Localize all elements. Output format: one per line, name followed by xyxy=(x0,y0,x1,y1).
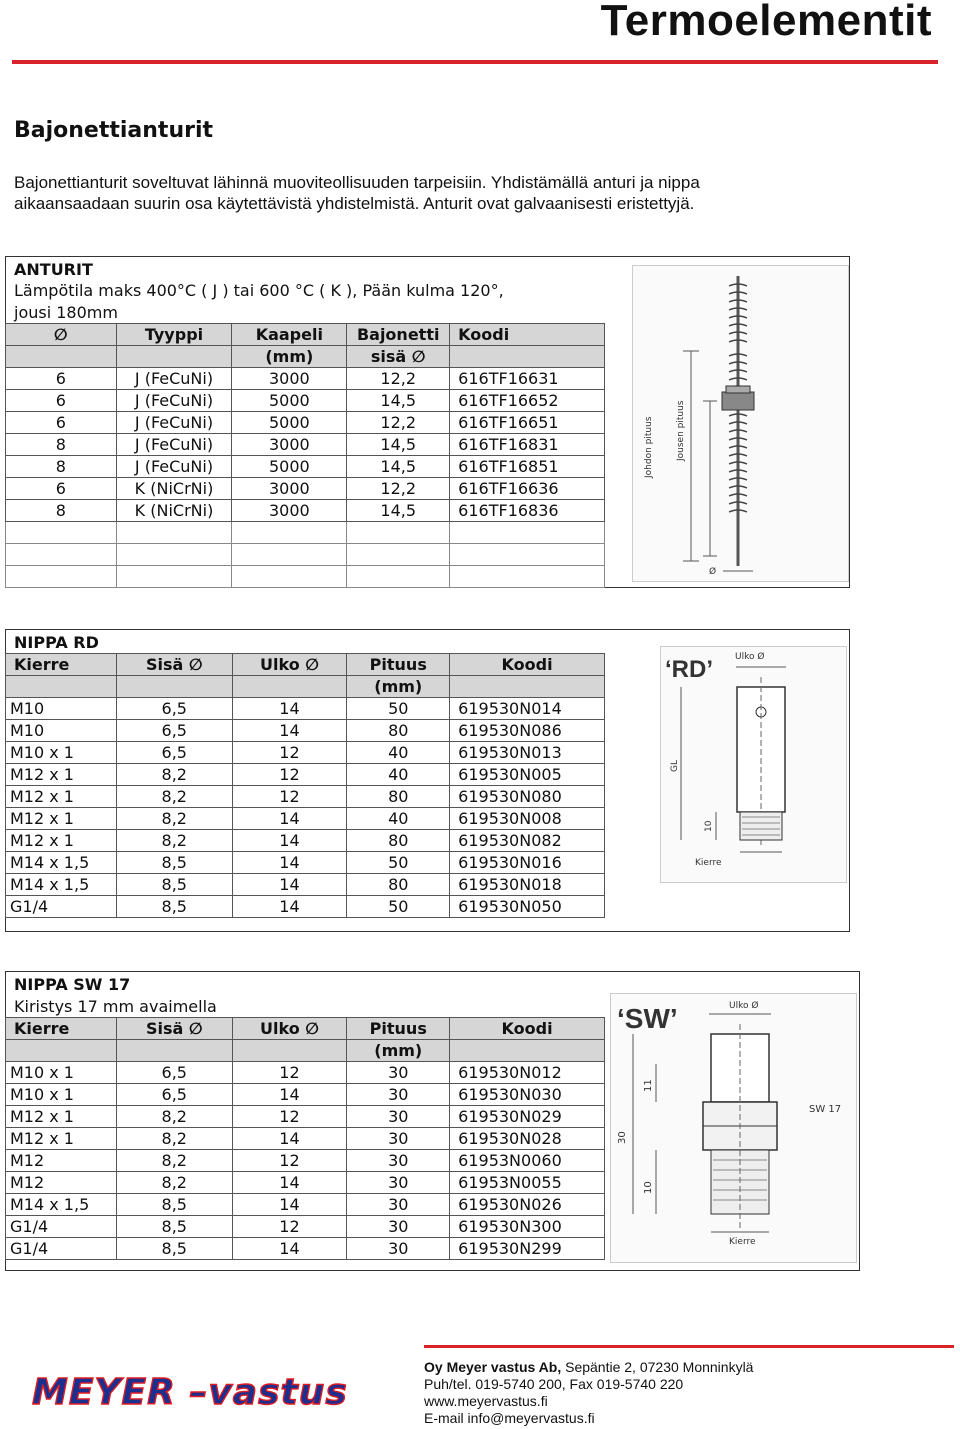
table-cell: 5000 xyxy=(232,390,347,412)
nippa-sw-title: NIPPA SW 17 xyxy=(14,975,131,994)
table-cell: 619530N086 xyxy=(450,720,605,742)
table-cell: 8,2 xyxy=(116,786,232,808)
table-cell: 3000 xyxy=(232,478,347,500)
table-cell: 616TF16652 xyxy=(450,390,605,412)
label-johdon-pituus: Johdon pituus xyxy=(644,416,654,478)
table-cell: 12 xyxy=(232,1062,347,1084)
table-row xyxy=(6,456,605,478)
anturit-header-row xyxy=(6,324,605,346)
table-row xyxy=(6,786,605,808)
table-cell: 61953N0060 xyxy=(450,1150,605,1172)
table-cell: 8,2 xyxy=(116,1106,232,1128)
table-cell: 12 xyxy=(232,1106,347,1128)
table-cell: 6,5 xyxy=(116,698,232,720)
col-header2-0 xyxy=(6,676,117,698)
table-cell: 6,5 xyxy=(116,1084,232,1106)
col-header-tyyppi: Tyyppi xyxy=(116,324,232,346)
col-header2-2 xyxy=(232,676,347,698)
nippa-sw-table xyxy=(5,1017,605,1260)
col-header2-3: (mm) xyxy=(347,676,450,698)
table-cell: J (FeCuNi) xyxy=(116,412,232,434)
table-cell: 619530N028 xyxy=(450,1128,605,1150)
nippa-rd-drawing-svg xyxy=(661,647,846,882)
table-cell: 40 xyxy=(347,764,450,786)
col-header-kaapeli: Kaapeli xyxy=(232,324,347,346)
nippa-sw-header-row xyxy=(6,1018,605,1040)
table-cell: 14 xyxy=(232,1128,347,1150)
table-cell: 50 xyxy=(347,896,450,918)
table-cell: 8,5 xyxy=(116,852,232,874)
table-row xyxy=(6,808,605,830)
table-row xyxy=(6,1106,605,1128)
col-header2-2: (mm) xyxy=(232,346,347,368)
table-cell: 14 xyxy=(232,874,347,896)
table-cell: M12 xyxy=(6,1172,117,1194)
table-row xyxy=(6,852,605,874)
table-cell: M12 x 1 xyxy=(6,808,117,830)
table-cell: 30 xyxy=(347,1150,450,1172)
col-header2-1 xyxy=(116,346,232,368)
table-cell: 8,2 xyxy=(116,764,232,786)
table-row-blank xyxy=(6,544,605,566)
anturit-header-row-2 xyxy=(6,346,605,368)
label-rd-kierre: Kierre xyxy=(695,858,722,868)
table-cell: G1/4 xyxy=(6,1216,117,1238)
table-cell: 616TF16831 xyxy=(450,434,605,456)
table-cell: M14 x 1,5 xyxy=(6,1194,117,1216)
table-cell: 619530N300 xyxy=(450,1216,605,1238)
col-header-koodi: Koodi xyxy=(450,1018,605,1040)
label-diameter: Ø xyxy=(709,567,717,577)
table-cell: 30 xyxy=(347,1128,450,1150)
table-cell: M14 x 1,5 xyxy=(6,874,117,896)
col-header2-1 xyxy=(116,1040,232,1062)
table-cell: 6,5 xyxy=(116,1062,232,1084)
table-cell: 3000 xyxy=(232,368,347,390)
table-cell: 619530N029 xyxy=(450,1106,605,1128)
table-row xyxy=(6,478,605,500)
table-cell: 8,5 xyxy=(116,1238,232,1260)
table-cell: 8,5 xyxy=(116,874,232,896)
nippa-rd-title: NIPPA RD xyxy=(14,633,99,652)
anturi-drawing-svg xyxy=(633,266,848,581)
anturit-desc-2: jousi 180mm xyxy=(14,303,118,322)
col-header2-3: (mm) xyxy=(347,1040,450,1062)
table-cell: 14,5 xyxy=(347,390,450,412)
table-cell: 12,2 xyxy=(347,478,450,500)
table-cell: 616TF16636 xyxy=(450,478,605,500)
table-cell: 12 xyxy=(232,764,347,786)
col-header2-4 xyxy=(450,676,605,698)
table-cell: 12 xyxy=(232,742,347,764)
col-header-koodi: Koodi xyxy=(450,654,605,676)
col-header-sisa: Sisä ∅ xyxy=(116,654,232,676)
col-header2-2 xyxy=(232,1040,347,1062)
col-header2-1 xyxy=(116,676,232,698)
table-cell: 3000 xyxy=(232,434,347,456)
table-cell: 6,5 xyxy=(116,742,232,764)
table-cell: 50 xyxy=(347,852,450,874)
header-rule xyxy=(12,60,938,64)
table-cell: 616TF16631 xyxy=(450,368,605,390)
col-header2-3: sisä ∅ xyxy=(347,346,450,368)
col-header-pituus: Pituus xyxy=(347,1018,450,1040)
table-cell: 619530N013 xyxy=(450,742,605,764)
table-cell: 14 xyxy=(232,808,347,830)
col-header-sisa: Sisä ∅ xyxy=(116,1018,232,1040)
table-cell: J (FeCuNi) xyxy=(116,390,232,412)
table-cell: 5000 xyxy=(232,412,347,434)
table-cell: 8,2 xyxy=(116,1128,232,1150)
table-cell: J (FeCuNi) xyxy=(116,434,232,456)
intro-line-1: Bajonettianturit soveltuvat lähinnä muoviteollisuuden tarpeisiin. Yhdistämällä anturi ja nippa xyxy=(14,173,700,192)
table-row xyxy=(6,390,605,412)
col-header2-0 xyxy=(6,346,117,368)
table-cell: 6 xyxy=(6,368,117,390)
table-cell: 80 xyxy=(347,720,450,742)
table-row xyxy=(6,1172,605,1194)
table-cell: M12 x 1 xyxy=(6,786,117,808)
table-cell: 619530N018 xyxy=(450,874,605,896)
footer-web[interactable]: www.meyervastus.fi xyxy=(424,1393,548,1409)
section-heading: Bajonettianturit xyxy=(14,118,214,143)
table-cell: 14 xyxy=(232,852,347,874)
table-cell: 30 xyxy=(347,1062,450,1084)
table-cell: 14 xyxy=(232,830,347,852)
table-cell: 619530N082 xyxy=(450,830,605,852)
footer-email[interactable]: E-mail info@meyervastus.fi xyxy=(424,1410,595,1426)
label-sw-ulko: Ulko Ø xyxy=(729,1001,759,1011)
table-row xyxy=(6,368,605,390)
table-cell: 6,5 xyxy=(116,720,232,742)
table-cell: M10 xyxy=(6,698,117,720)
table-cell: 8,5 xyxy=(116,896,232,918)
col-header2-4 xyxy=(450,1040,605,1062)
table-cell: 14,5 xyxy=(347,456,450,478)
table-cell: 8,2 xyxy=(116,830,232,852)
document-title: Termoelementit xyxy=(600,0,932,45)
logo-text: MEYER –vastus xyxy=(32,1372,348,1412)
table-cell: 30 xyxy=(347,1194,450,1216)
table-row xyxy=(6,1238,605,1260)
nippa-rd-table xyxy=(5,653,605,918)
table-cell: 12,2 xyxy=(347,368,450,390)
anturit-title: ANTURIT xyxy=(14,260,93,279)
nippa-rd-drawing xyxy=(660,646,847,883)
table-row xyxy=(6,412,605,434)
table-cell: 619530N026 xyxy=(450,1194,605,1216)
table-cell: 619530N080 xyxy=(450,786,605,808)
table-cell: 14,5 xyxy=(347,500,450,522)
table-cell: 14,5 xyxy=(347,434,450,456)
table-cell: 14 xyxy=(232,896,347,918)
table-cell: 6 xyxy=(6,412,117,434)
table-row-blank xyxy=(6,522,605,544)
table-cell: J (FeCuNi) xyxy=(116,456,232,478)
table-row xyxy=(6,764,605,786)
table-row xyxy=(6,896,605,918)
label-rd-ulko: Ulko Ø xyxy=(735,652,765,662)
col-header-koodi: Koodi xyxy=(450,324,605,346)
company-logo xyxy=(30,1368,400,1416)
table-row xyxy=(6,830,605,852)
table-cell: M12 x 1 xyxy=(6,1106,117,1128)
table-row xyxy=(6,1128,605,1150)
table-row xyxy=(6,1062,605,1084)
label-sw: ‘SW’ xyxy=(617,1003,678,1034)
table-cell: 12,2 xyxy=(347,412,450,434)
table-cell: 14 xyxy=(232,1194,347,1216)
label-jousen-pituus: Jousen pituus xyxy=(676,400,686,461)
table-cell: 5000 xyxy=(232,456,347,478)
table-cell: 619530N014 xyxy=(450,698,605,720)
table-row xyxy=(6,434,605,456)
col-header-ulko: Ulko ∅ xyxy=(232,1018,347,1040)
table-cell: 30 xyxy=(347,1216,450,1238)
table-cell: G1/4 xyxy=(6,1238,117,1260)
col-header-diameter: ∅ xyxy=(6,324,117,346)
anturit-body xyxy=(6,368,605,522)
table-row xyxy=(6,1150,605,1172)
label-sw-17: SW 17 xyxy=(809,1104,842,1115)
footer-company-name: Oy Meyer vastus Ab, xyxy=(424,1359,562,1375)
col-header-ulko: Ulko ∅ xyxy=(232,654,347,676)
table-cell: 8,2 xyxy=(116,1172,232,1194)
table-cell: 40 xyxy=(347,808,450,830)
footer-company xyxy=(424,1359,753,1376)
table-cell: M10 x 1 xyxy=(6,1062,117,1084)
table-cell: 619530N299 xyxy=(450,1238,605,1260)
nippa-sw-subtitle: Kiristys 17 mm avaimella xyxy=(14,997,217,1016)
nippa-sw-body xyxy=(6,1062,605,1260)
table-cell: 14 xyxy=(232,1084,347,1106)
col-header2-0 xyxy=(6,1040,117,1062)
col-header-kierre: Kierre xyxy=(6,1018,117,1040)
table-cell: 14 xyxy=(232,720,347,742)
label-rd: ‘RD’ xyxy=(665,656,713,683)
nippa-sw-drawing-svg xyxy=(611,994,856,1262)
table-cell: 30 xyxy=(347,1238,450,1260)
intro-line-2: aikaansaadaan suurin osa käytettävistä yhdistelmistä. Anturit ovat galvaanisesti eristettyjä. xyxy=(14,194,695,213)
table-cell: 50 xyxy=(347,698,450,720)
table-cell: 619530N008 xyxy=(450,808,605,830)
col-header-pituus: Pituus xyxy=(347,654,450,676)
table-row xyxy=(6,698,605,720)
table-cell: 8,5 xyxy=(116,1216,232,1238)
table-cell: 80 xyxy=(347,830,450,852)
table-cell: M12 xyxy=(6,1150,117,1172)
table-cell: 3000 xyxy=(232,500,347,522)
table-row-blank xyxy=(6,566,605,588)
company-logo-svg xyxy=(30,1368,400,1412)
table-cell: 14 xyxy=(232,698,347,720)
nippa-rd-header-row xyxy=(6,654,605,676)
table-cell: 616TF16836 xyxy=(450,500,605,522)
table-cell: J (FeCuNi) xyxy=(116,368,232,390)
label-sw-30: 30 xyxy=(617,1131,628,1144)
table-row xyxy=(6,874,605,896)
table-cell: 619530N050 xyxy=(450,896,605,918)
anturit-desc-1: Lämpötila maks 400°C ( J ) tai 600 °C ( K ), Pään kulma 120°, xyxy=(14,281,504,300)
footer-rule xyxy=(424,1345,954,1348)
table-cell: 8,2 xyxy=(116,808,232,830)
table-cell: 8 xyxy=(6,500,117,522)
table-cell: 8,2 xyxy=(116,1150,232,1172)
table-cell: 30 xyxy=(347,1106,450,1128)
col-header-bajonetti: Bajonetti xyxy=(347,324,450,346)
table-cell: 12 xyxy=(232,1216,347,1238)
table-row xyxy=(6,720,605,742)
footer-address: Sepäntie 2, 07230 Monninkylä xyxy=(561,1359,754,1375)
nippa-rd-body xyxy=(6,698,605,918)
table-cell: 619530N012 xyxy=(450,1062,605,1084)
table-cell: M10 x 1 xyxy=(6,1084,117,1106)
table-cell: 619530N016 xyxy=(450,852,605,874)
label-sw-11: 11 xyxy=(643,1079,654,1092)
label-rd-10: 10 xyxy=(704,820,714,832)
table-cell: 80 xyxy=(347,874,450,896)
table-cell: 8 xyxy=(6,456,117,478)
anturit-table xyxy=(5,323,605,588)
table-cell: 6 xyxy=(6,390,117,412)
table-row xyxy=(6,500,605,522)
label-sw-10: 10 xyxy=(643,1181,654,1194)
col-header2-4 xyxy=(450,346,605,368)
table-cell: K (NiCrNi) xyxy=(116,478,232,500)
table-cell: 8,5 xyxy=(116,1194,232,1216)
table-row xyxy=(6,1216,605,1238)
table-cell: 14 xyxy=(232,1172,347,1194)
table-cell: 61953N0055 xyxy=(450,1172,605,1194)
table-cell: K (NiCrNi) xyxy=(116,500,232,522)
nippa-rd-header-row-2 xyxy=(6,676,605,698)
table-cell: 30 xyxy=(347,1172,450,1194)
table-cell: G1/4 xyxy=(6,896,117,918)
table-cell: 80 xyxy=(347,786,450,808)
table-cell: M14 x 1,5 xyxy=(6,852,117,874)
table-cell: 619530N005 xyxy=(450,764,605,786)
footer-phone: Puh/tel. 019-5740 200, Fax 019-5740 220 xyxy=(424,1376,684,1392)
table-cell: 30 xyxy=(347,1084,450,1106)
table-row xyxy=(6,742,605,764)
table-row xyxy=(6,1084,605,1106)
table-cell: 40 xyxy=(347,742,450,764)
table-cell: 14 xyxy=(232,1238,347,1260)
table-cell: M12 x 1 xyxy=(6,1128,117,1150)
table-cell: M12 x 1 xyxy=(6,830,117,852)
table-cell: M12 x 1 xyxy=(6,764,117,786)
table-cell: 12 xyxy=(232,1150,347,1172)
table-row xyxy=(6,1194,605,1216)
table-cell: 616TF16851 xyxy=(450,456,605,478)
table-cell: 619530N030 xyxy=(450,1084,605,1106)
table-cell: 12 xyxy=(232,786,347,808)
col-header-kierre: Kierre xyxy=(6,654,117,676)
label-rd-gl: GL xyxy=(670,760,680,772)
table-cell: 6 xyxy=(6,478,117,500)
table-cell: 616TF16651 xyxy=(450,412,605,434)
table-cell: 8 xyxy=(6,434,117,456)
nippa-sw-header-row-2 xyxy=(6,1040,605,1062)
label-sw-kierre: Kierre xyxy=(729,1237,756,1247)
table-cell: M10 x 1 xyxy=(6,742,117,764)
table-cell: M10 xyxy=(6,720,117,742)
anturi-drawing xyxy=(632,265,849,582)
nippa-sw-drawing xyxy=(610,993,857,1263)
